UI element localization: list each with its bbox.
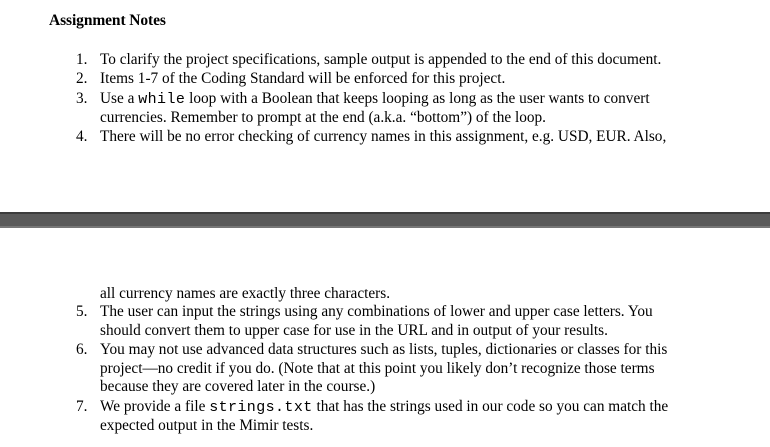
document-page-bottom (0, 228, 770, 447)
item-text-line-2: expected output in the Mimir tests. (100, 417, 314, 434)
document-page-top (0, 0, 770, 212)
item-number: 3. (76, 90, 88, 107)
item-text-line-1: You may not use advanced data structures such as lists, tuples, dictionaries or classes for this (100, 341, 668, 358)
item-text-line-2: project—no credit if you do. (Note that at this point you likely don’t recognize those terms (100, 360, 655, 377)
code-keyword-while: while (138, 91, 186, 108)
item-number: 7. (76, 398, 88, 415)
item-number: 5. (76, 303, 88, 320)
item-text-line-1 (100, 398, 668, 416)
page-break-separator (0, 212, 770, 228)
item-number: 2. (76, 70, 88, 87)
item-text: To clarify the project specifications, sample output is appended to the end of this document. (100, 51, 662, 68)
item-text-pre: Use a (100, 90, 139, 107)
item-text-post: loop with a Boolean that keeps looping as long as the user wants to convert (185, 90, 650, 107)
item-text: There will be no error checking of currency names in this assignment, e.g. USD, EUR. Also, (100, 128, 667, 145)
item-number: 4. (76, 128, 88, 145)
item-text-line-1: The user can input the strings using any combinations of lower and upper case letters. You (100, 303, 653, 320)
item-number: 1. (76, 51, 88, 68)
item-text-line-3: because they are covered later in the course.) (100, 378, 376, 395)
item-text-line-2: currencies. Remember to prompt at the end (a.k.a. “bottom”) of the loop. (100, 109, 547, 126)
item-text-line-2: should convert them to upper case for use in the URL and in output of your results. (100, 322, 608, 339)
code-filename: strings.txt (209, 399, 313, 416)
item-number: 6. (76, 341, 88, 358)
item-text-line-1 (100, 90, 650, 108)
item-text: Items 1-7 of the Coding Standard will be enforced for this project. (100, 70, 506, 87)
item-text-pre: We provide a file (100, 398, 210, 415)
item-text-post: that has the strings used in our code so you can match the (312, 398, 669, 415)
item-text-continued: all currency names are exactly three characters. (100, 285, 391, 302)
section-heading: Assignment Notes (49, 12, 166, 29)
